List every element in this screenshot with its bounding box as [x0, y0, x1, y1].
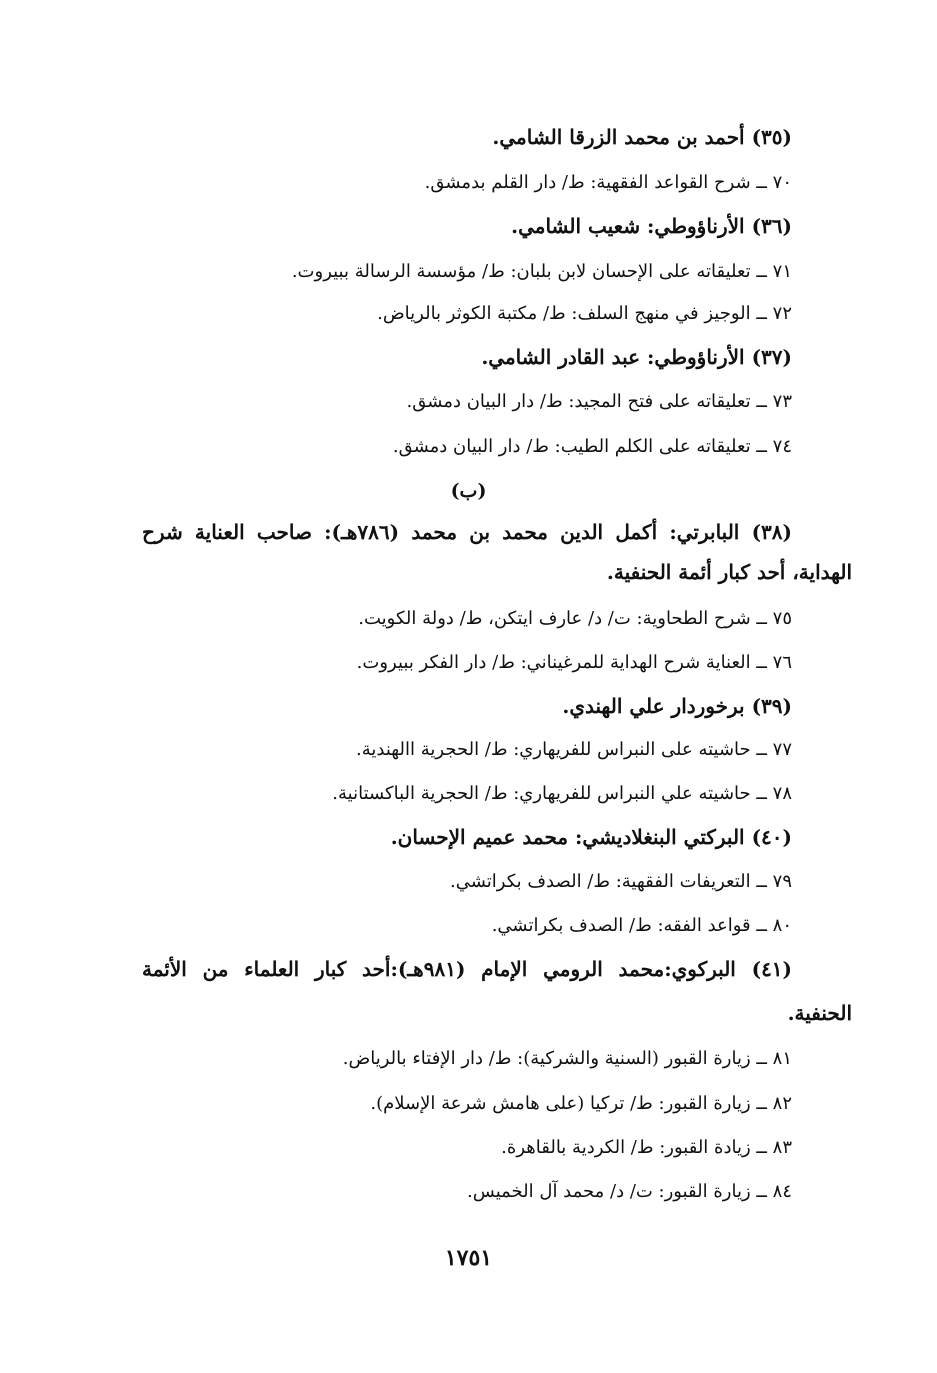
list-item-72: ٧٢ ــ الوجيز في منهج السلف: ط/ مكتبة الكوثر بالرياض. — [377, 303, 792, 324]
entry-heading-40: (٤٠) البركتي البنغلاديشي: محمد عميم الإحسان. — [390, 825, 792, 849]
list-item-73: ٧٣ ــ تعليقاته على فتح المجيد: ط/ دار البيان دمشق. — [406, 391, 792, 412]
list-item-81: ٨١ ــ زيارة القبور (السنية والشركية): ط/ دار الإفتاء بالرياض. — [342, 1048, 792, 1069]
list-item-75: ٧٥ ــ شرح الطحاوية: ت/ د/ عارف ايتكن، ط/ دولة الكويت. — [358, 608, 792, 629]
entry-heading-41-line2: الحنفية. — [787, 1001, 852, 1025]
entry-heading-38-line2: الهداية، أحد كبار أئمة الحنفية. — [606, 560, 852, 584]
list-item-74: ٧٤ ــ تعليقاته على الكلم الطيب: ط/ دار البيان دمشق. — [392, 436, 792, 457]
list-item-70: ٧٠ ــ شرح القواعد الفقهية: ط/ دار القلم بدمشق. — [424, 172, 792, 193]
list-item-76: ٧٦ ــ العناية شرح الهداية للمرغيناني: ط/ دار الفكر ببيروت. — [356, 652, 792, 673]
page-number: ١٧٥١ — [444, 1245, 493, 1271]
list-item-79: ٧٩ ــ التعريفات الفقهية: ط/ الصدف بكراتشي. — [449, 871, 792, 892]
entry-heading-39: (٣٩) برخوردار علي الهندي. — [562, 694, 792, 718]
entry-heading-38-line1: (٣٨) البابرتي: أكمل الدين محمد بن محمد (٧٨٦هـ): صاحب العناية شرح — [142, 520, 792, 544]
list-item-78: ٧٨ ــ حاشيته علي النبراس للفريهاري: ط/ الحجرية الباكستانية. — [332, 783, 792, 804]
list-item-82: ٨٢ ــ زيارة القبور: ط/ تركيا (على هامش شرعة الإسلام). — [370, 1093, 792, 1114]
entry-heading-41-line1: (٤١) البركوي:محمد الرومي الإمام (٩٨١هـ):أحد كبار العلماء من الأئمة — [142, 957, 793, 981]
section-letter: (ب) — [450, 480, 487, 502]
list-item-84: ٨٤ ــ زيارة القبور: ت/ د/ محمد آل الخميس. — [467, 1181, 792, 1202]
list-item-80: ٨٠ ــ قواعد الفقه: ط/ الصدف بكراتشي. — [491, 915, 792, 936]
entry-heading-37: (٣٧) الأرناؤوطي: عبد القادر الشامي. — [481, 345, 792, 369]
entry-heading-36: (٣٦) الأرناؤوطي: شعيب الشامي. — [511, 214, 792, 238]
list-item-71: ٧١ ــ تعليقاته على الإحسان لابن بلبان: ط/ مؤسسة الرسالة ببيروت. — [291, 261, 792, 282]
list-item-83: ٨٣ ــ زيادة القبور: ط/ الكردية بالقاهرة. — [501, 1137, 792, 1158]
entry-heading-35: (٣٥) أحمد بن محمد الزرقا الشامي. — [492, 125, 792, 149]
list-item-77: ٧٧ ــ حاشيته على النبراس للفريهاري: ط/ الحجرية االهندية. — [355, 739, 792, 760]
